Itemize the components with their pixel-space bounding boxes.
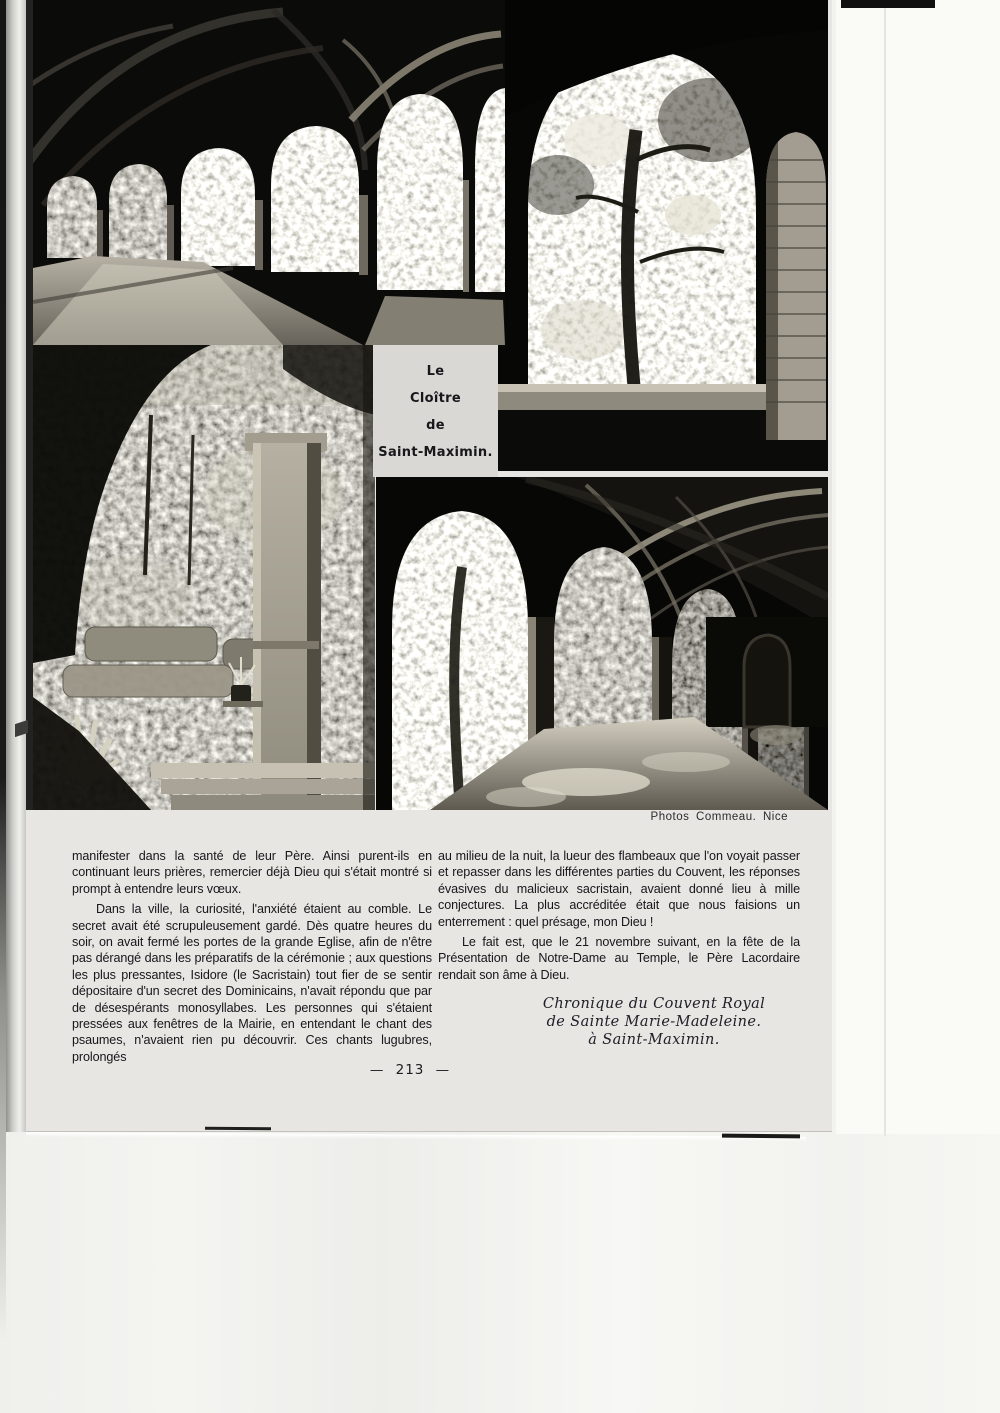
photo-garden-courtyard (33, 345, 375, 810)
scanner-background-right (836, 0, 1000, 1134)
photo-garden-through-arch-image (498, 0, 828, 471)
paragraph: Dans la ville, la curiosité, l'anxiété étaient au comble. Le secret avait été scrupuleusement gardé. Dès quatre heures du soir, on avait fermé les portes de la grande Eglise, afin de n'être pas dérangé dans les préparatifs de la cérémonie ; aux questions les plus pressantes, Isidore (le Sacristain) tout fier de se sentir dépositaire d'un secret des Dominicains, n'avait répondu que par de désespérants monosyllabes. Les personnes qui s'étaient pressées aux fenêtres de la Mairie, en entendant le chant des psaumes, n'avaient rien pu découvrir. Ces chants lugubres, prolongés (72, 902, 432, 1064)
caption-line: Cloître (410, 391, 461, 406)
scan-edge-strip (0, 0, 6, 1340)
scan-artifact-top-bar (841, 0, 935, 8)
page-bottom-edge-highlight (26, 1132, 806, 1142)
photo-vaulted-corridor (376, 477, 828, 810)
paragraph: au milieu de la nuit, la lueur des flambeaux que l'on voyait passer et repasser dans les différentes parties du Couvent, les réponses évasives du malicieux sacristain, avaient donné lieu à mille conjectures. La plus accréditée était que nous faisions un enterrement : quel présage, mon Dieu ! (438, 849, 800, 929)
page-edge-dark-mark (722, 1134, 800, 1139)
caption-line: Saint-Maximin. (378, 445, 493, 460)
photo-caption-box (373, 345, 498, 477)
signature-line: à Saint-Maximin. (588, 1032, 720, 1049)
page-edge-dark-mark (205, 1127, 271, 1130)
paragraph: manifester dans la santé de leur Père. Ainsi purent-ils en continuant leurs prières, remercier déjà Dieu qui s'était montré si prompt à entendre leurs vœux. (72, 849, 432, 896)
magazine-page (26, 0, 832, 1132)
photo-vaulted-corridor-image (376, 477, 828, 810)
page-curl-band (6, 0, 26, 1132)
signature-line: de Sainte Marie-Madeleine. (546, 1014, 762, 1031)
paragraph: Le fait est, que le 21 novembre suivant, en la fête de la Présentation de Notre-Dame au Temple, le Père Lacordaire rendait son âme à Dieu. (438, 935, 800, 982)
photo-credit: Photos Commeau. Nice (650, 811, 788, 823)
text-column-right (438, 848, 800, 1049)
article-signature (508, 995, 800, 1049)
photo-garden-through-arch (498, 0, 828, 471)
scan-artifact-vertical-line (884, 6, 886, 1136)
text-column-left (72, 848, 432, 1065)
photo-cloister-gallery (33, 0, 505, 345)
page-number: — 213 — (369, 1062, 451, 1078)
caption-line: de (426, 418, 445, 433)
gutter-shadow (26, 0, 33, 810)
caption-line: Le (426, 364, 445, 379)
photo-garden-courtyard-image (33, 345, 375, 810)
photo-cloister-gallery-image (33, 0, 505, 345)
signature-line: Chronique du Couvent Royal (542, 996, 766, 1013)
